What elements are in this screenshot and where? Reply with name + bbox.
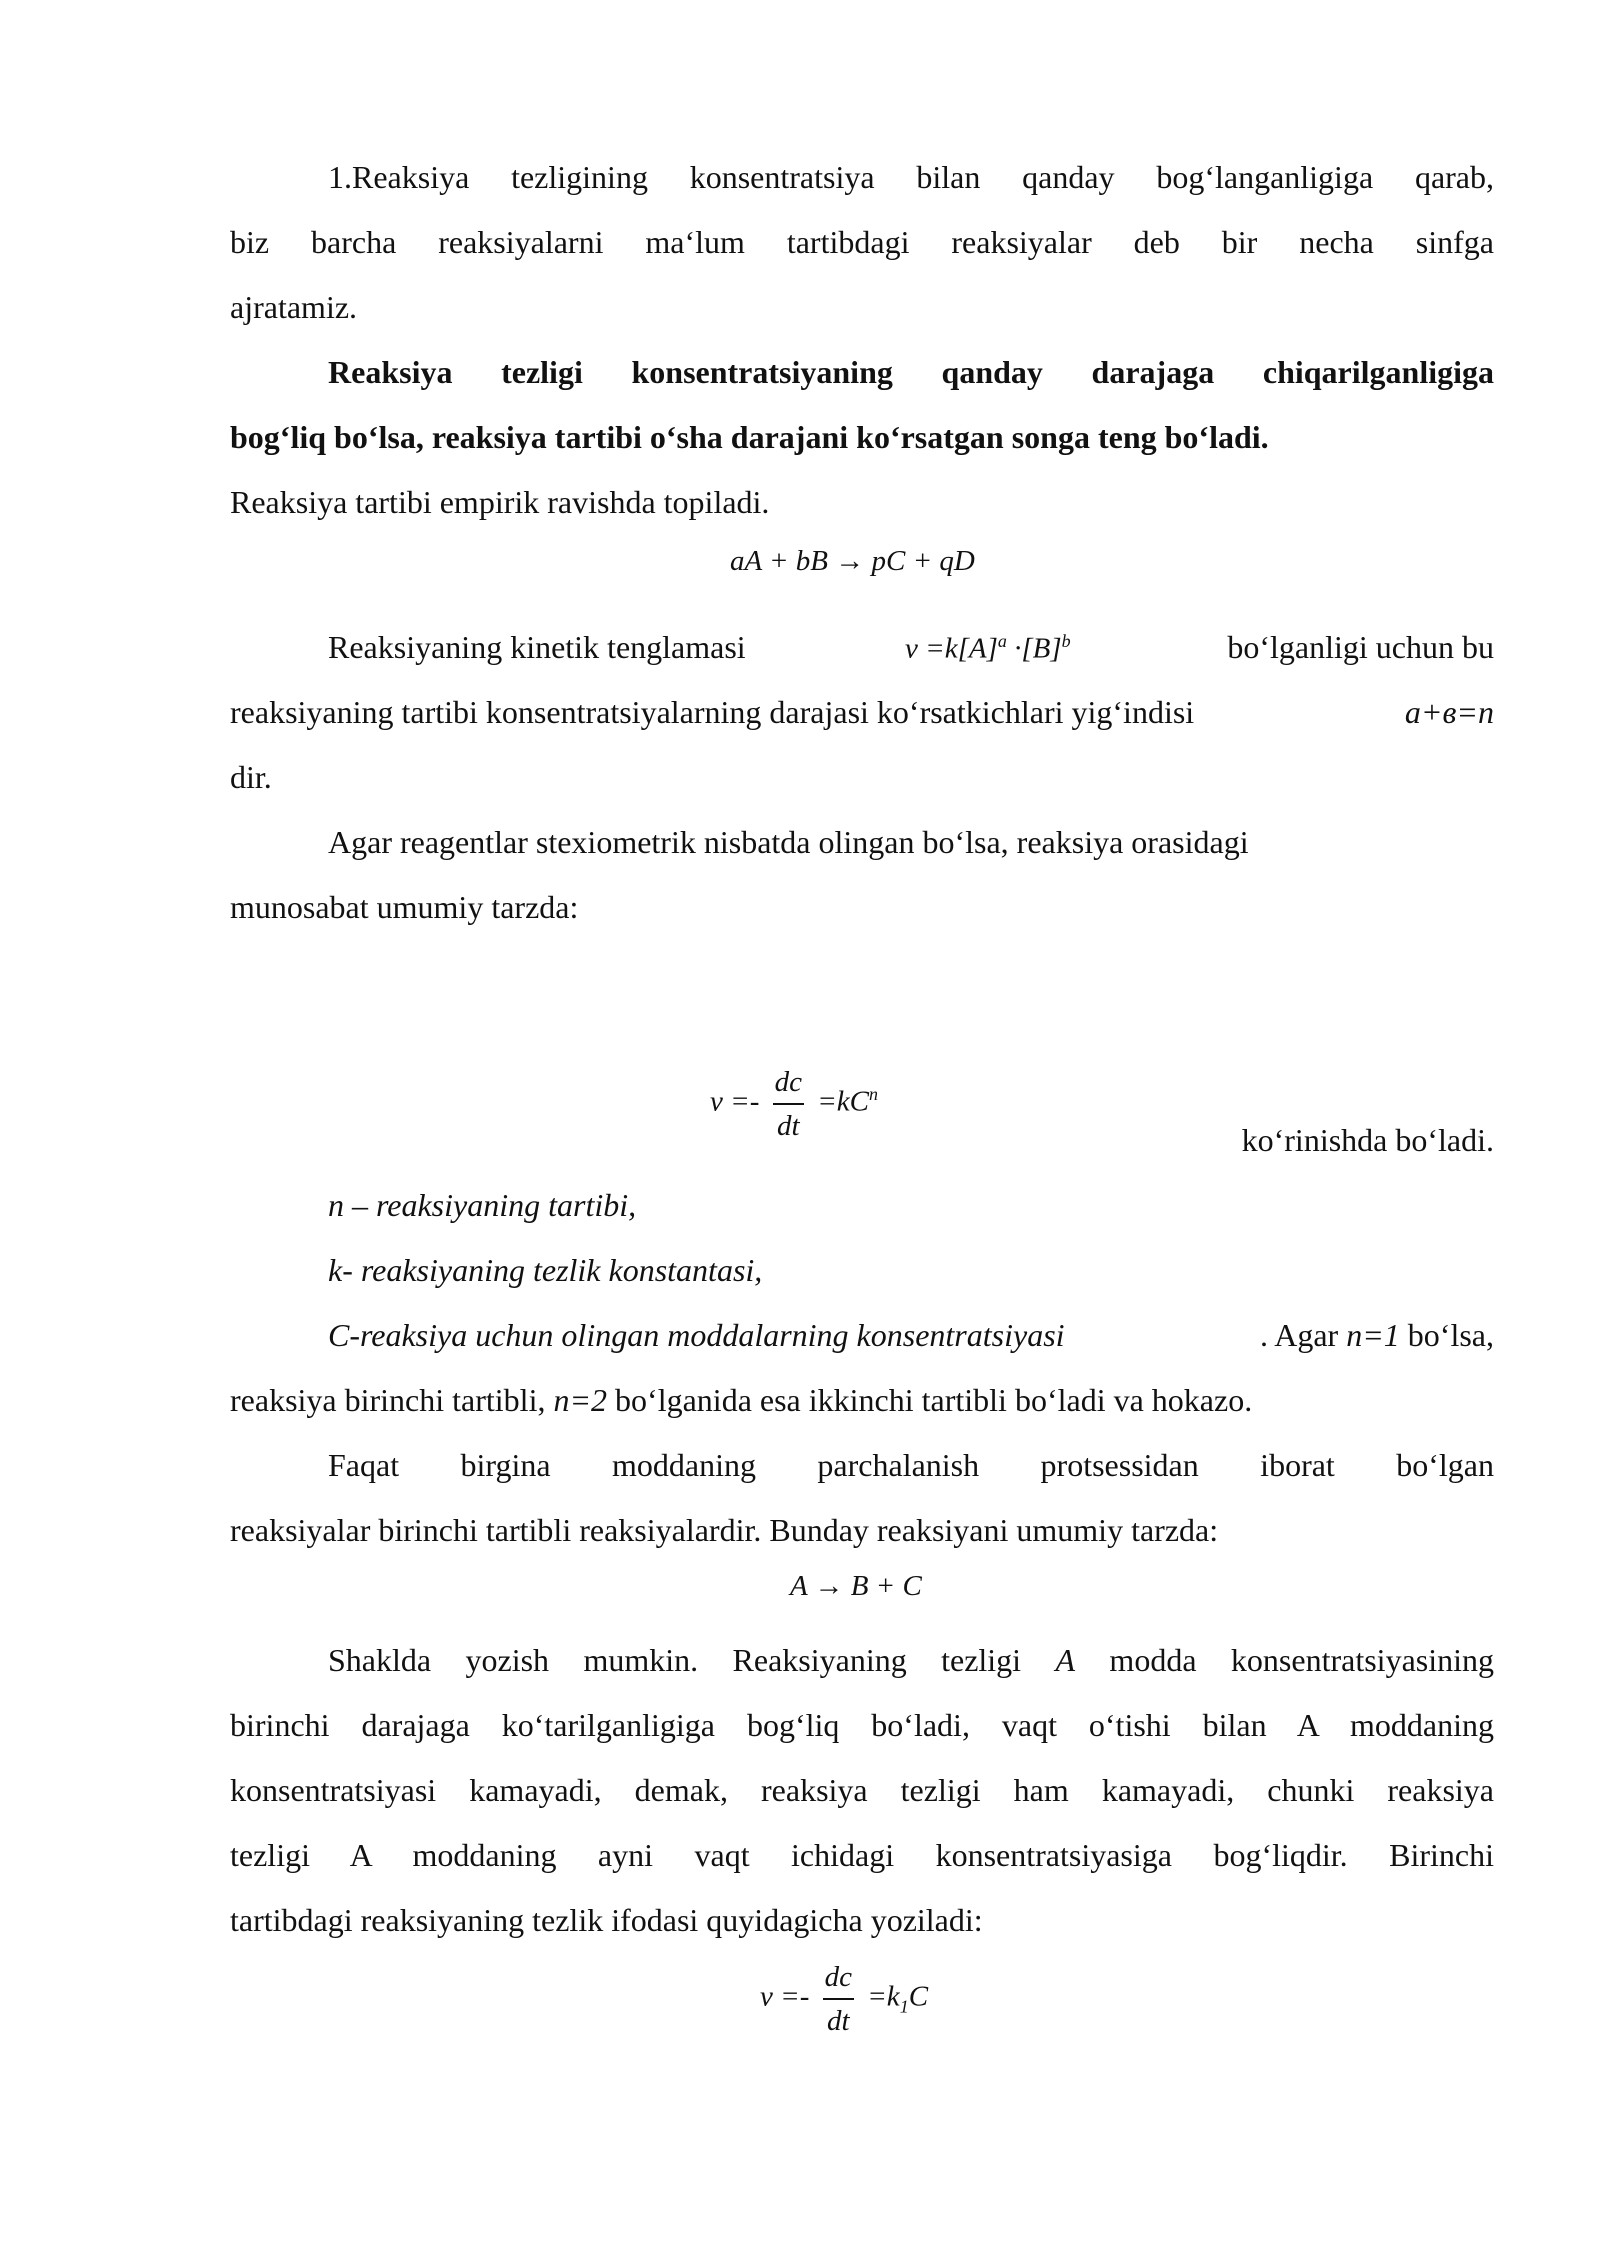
text-segment: reaksiya birinchi tartibli, [230, 1382, 554, 1418]
eq-part: v =k[A] [905, 632, 998, 665]
text-segment: bo‘lganida esa ikkinchi tartibli bo‘ladi va hokazo. [607, 1382, 1253, 1418]
text-line [230, 1368, 1494, 1433]
paragraph-2 [230, 340, 1494, 535]
inline-formula: n=1 [1346, 1317, 1400, 1353]
text-line: dir. [230, 759, 272, 795]
fraction-denominator: dt [777, 1110, 800, 1142]
first-order-rate-equation [760, 1960, 928, 2038]
eq-part: v =- [710, 1085, 760, 1118]
text-line [230, 1628, 1494, 1693]
reaction-equation-1: aA + bB → pC + qD [730, 545, 975, 577]
kinetic-equation [905, 609, 1071, 682]
definition-c: C-reaksiya uchun olingan moddalarning konsentratsiyasi [328, 1317, 1065, 1353]
eq-part: v =- [760, 1980, 810, 2013]
definition-k: k- reaksiyaning tezlik konstantasi, [328, 1252, 763, 1288]
text-segment: bo‘lganligi uchun bu [1227, 629, 1494, 665]
inline-formula: A [1055, 1642, 1076, 1678]
text-line: Faqat birgina moddaning parchalanish protsessidan iborat bo‘lgan [328, 1447, 1494, 1483]
text-segment [1260, 1303, 1494, 1368]
fraction-numerator: dc [823, 1960, 854, 2000]
text-segment: Reaksiyaning kinetik tenglamasi [328, 629, 746, 665]
eq-exponent: b [1061, 631, 1071, 651]
text-segment: modda konsentratsiyasining [1075, 1642, 1495, 1678]
derivative-fraction [823, 1960, 854, 2038]
inline-formula: n=2 [553, 1382, 608, 1418]
text-segment: . Agar [1260, 1317, 1347, 1353]
text-line: ko‘rinishda bo‘ladi. [1241, 1122, 1494, 1158]
text-line: tezligi A moddaning ayni vaqt ichidagi konsentratsiyasiga bog‘liqdir. Birinchi [230, 1837, 1494, 1873]
text-line: Agar reagentlar stexiometrik nisbatda olingan bo‘lsa, reaksiya orasidagi [328, 824, 1249, 860]
eq-exponent: n [869, 1084, 879, 1104]
fraction-numerator: dc [773, 1065, 804, 1105]
equation-caption [230, 1108, 1494, 1173]
order-sum-formula: a+в=n [1404, 694, 1494, 730]
paragraph-6 [230, 1628, 1494, 1953]
text-segment: bo‘lsa, [1399, 1317, 1494, 1353]
eq-part: =k [867, 1980, 900, 2013]
text-line: konsentratsiyasi kamayadi, demak, reaksiya tezligi ham kamayadi, chunki reaksiya [230, 1772, 1494, 1808]
text-line [230, 680, 1494, 745]
text-line: biz barcha reaksiyalarni ma‘lum tartibdagi reaksiyalar deb bir necha sinfga [230, 224, 1494, 260]
text-line: munosabat umumiy tarzda: [230, 889, 579, 925]
text-line: 1.Reaksiya tezligining konsentratsiya bilan qanday bog‘langanligiga qarab, [328, 159, 1494, 195]
paragraph-5 [230, 1433, 1494, 1563]
bold-text-line: bog‘liq bo‘lsa, reaksiya tartibi o‘sha darajani ko‘rsatgan songa teng bo‘ladi. [230, 419, 1269, 455]
text-line: ajratamiz. [230, 289, 358, 325]
reaction-equation-2: A → B + C [790, 1570, 922, 1602]
text-line: Reaksiya tartibi empirik ravishda topiladi. [230, 484, 770, 520]
text-line: birinchi darajaga ko‘tarilganligiga bog‘liq bo‘ladi, vaqt o‘tishi bilan A moddaning [230, 1707, 1494, 1743]
text-line: reaksiyalar birinchi tartibli reaksiyalardir. Bunday reaksiyani umumiy tarzda: [230, 1512, 1219, 1548]
paragraph-3 [230, 615, 1494, 810]
definition-n: n – reaksiyaning tartibi, [328, 1187, 637, 1223]
eq-part: ·[B] [1014, 632, 1062, 665]
text-segment: reaksiyaning tartibi konsentratsiyalarning darajasi ko‘rsatkichlari yig‘indisi [230, 694, 1195, 730]
eq-exponent: a [997, 631, 1007, 651]
paragraph-1 [230, 145, 1494, 340]
definitions [230, 1173, 1494, 1433]
eq-part: C [908, 1980, 929, 2013]
bold-text-line: Reaksiya tezligi konsentratsiyaning qanday darajaga chiqarilganligiga [328, 354, 1494, 390]
text-segment: Shaklda yozish mumkin. Reaksiyaning tezligi [328, 1642, 1056, 1678]
paragraph-4 [230, 810, 1494, 940]
eq-subscript: 1 [899, 1996, 909, 2017]
eq-part: =kC [817, 1085, 870, 1118]
fraction-denominator: dt [827, 2005, 850, 2037]
text-line: tartibdagi reaksiyaning tezlik ifodasi quyidagicha yoziladi: [230, 1902, 983, 1938]
definition-c-line [230, 1303, 1494, 1368]
text-line [230, 615, 1494, 680]
